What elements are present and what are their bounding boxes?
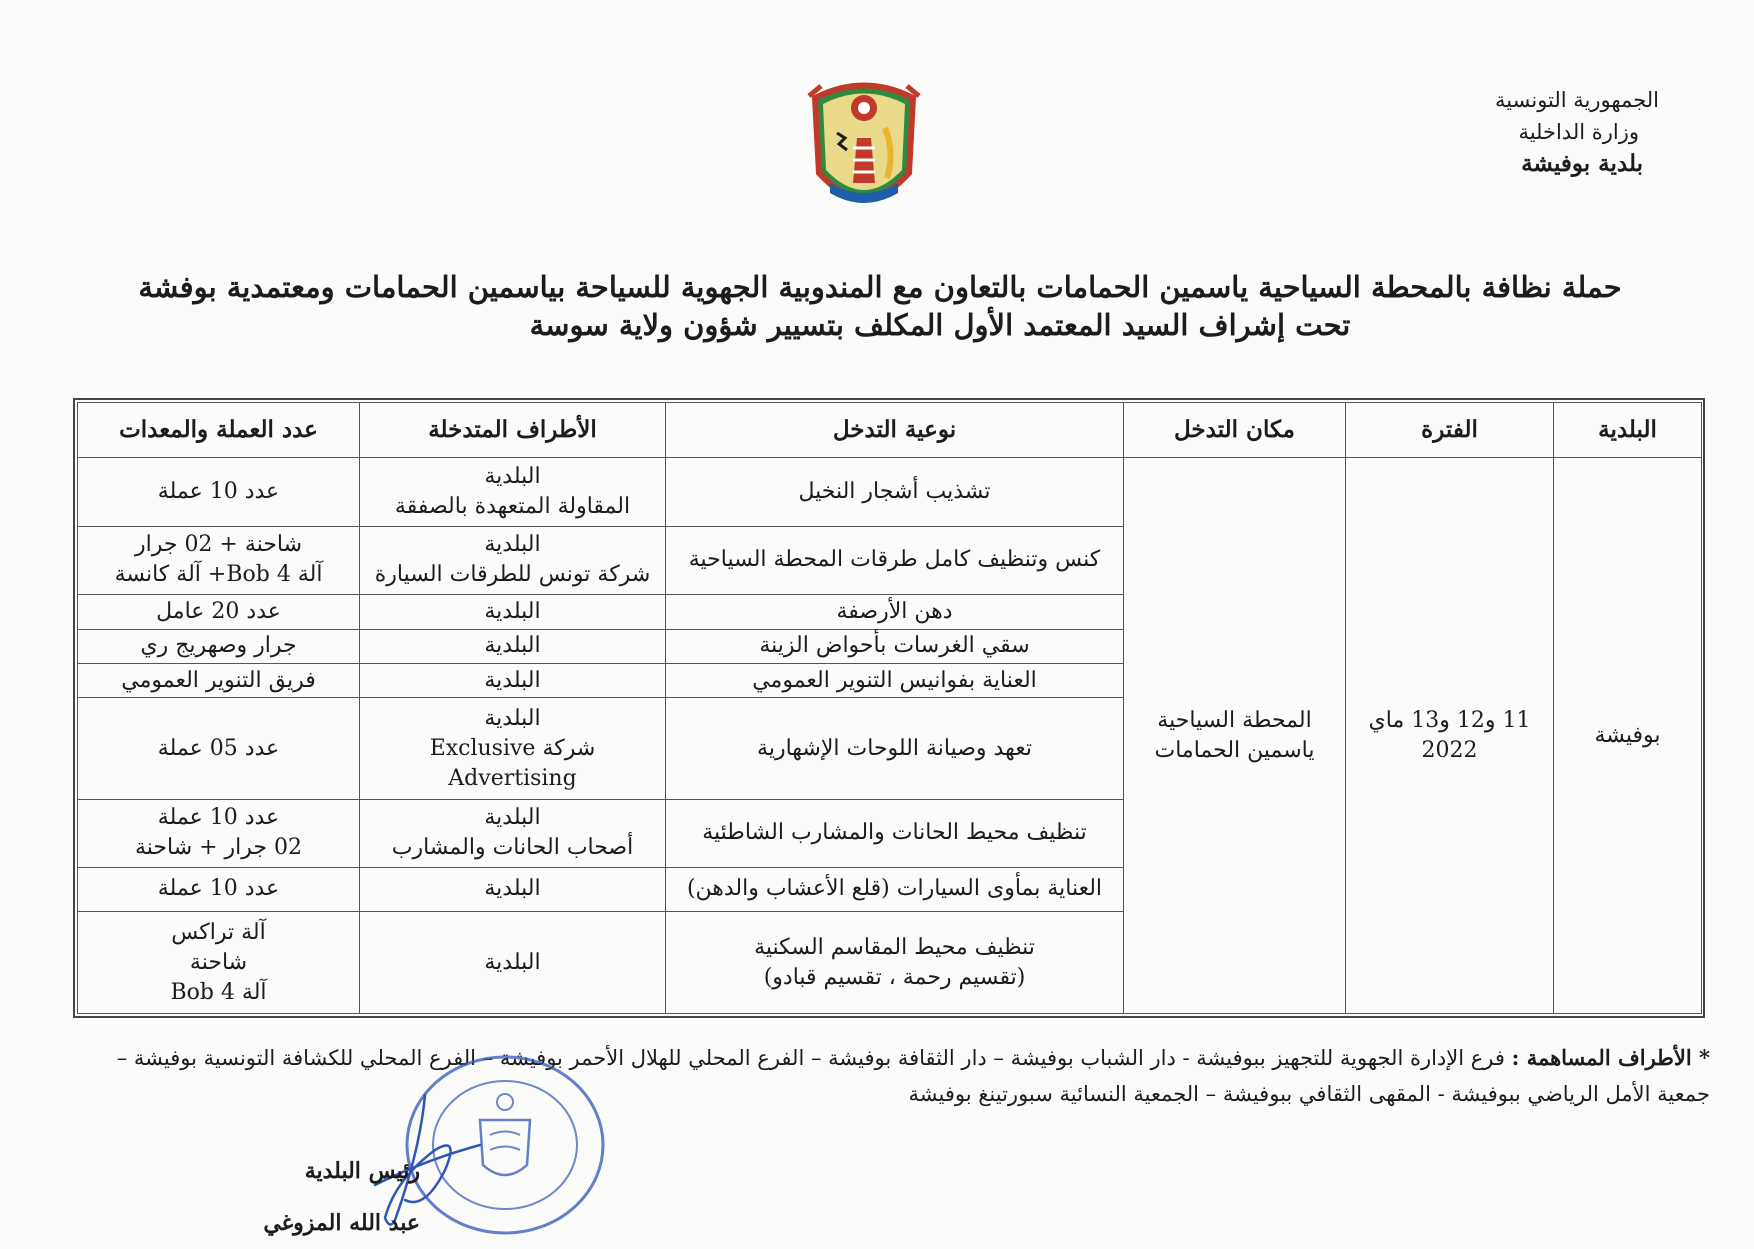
- header-location: مكان التدخل: [1124, 403, 1346, 458]
- cell-parties-line: البلدية: [484, 876, 541, 902]
- cell-intervention-line: سقي الغرسات بأحواض الزينة: [759, 633, 1030, 659]
- cell-intervention: [666, 595, 1124, 629]
- activities-table: [77, 402, 1702, 1014]
- cell-parties-line: البلدية: [484, 598, 541, 624]
- cell-intervention: [666, 912, 1124, 1014]
- cell-intervention-line: تنظيف محيط المقاسم السكنية: [754, 934, 1035, 960]
- cell-workers-line: شاحنة + 02 جرار: [134, 532, 303, 558]
- cell-workers: [78, 912, 360, 1014]
- cell-parties: [360, 698, 666, 800]
- cell-workers: [78, 663, 360, 697]
- signatory-title: رئيس البلدية: [304, 1158, 420, 1184]
- cell-intervention: [666, 867, 1124, 911]
- letterhead: [1339, 84, 1659, 180]
- cell-period-line: 2022: [1421, 737, 1478, 763]
- cell-intervention: [666, 698, 1124, 800]
- cell-location: [1124, 458, 1346, 1014]
- cell-parties: [360, 458, 666, 527]
- header-municipality: البلدية: [1554, 403, 1702, 458]
- cell-parties: [360, 663, 666, 697]
- cell-parties-line: البلدية: [484, 667, 541, 693]
- cell-municipality: بوفيشة: [1554, 458, 1702, 1014]
- cell-parties-line: البلدية: [484, 805, 541, 831]
- contributing-parties-text: فرع الإدارة الجهوية للتجهيز ببوفيشة - دار الشباب بوفيشة – دار الثقافة بوفيشة – الفرع المحلي للهلال الأحمر بوفيشة – الفرع المحلي للكشافة التونسية بوفيشة – جمعية الأمل الرياضي ببوفيشة - المقهى الثقافي ببوفيشة – الجمعية النسائية سبورتينغ بوفيشة: [116, 1046, 1710, 1106]
- document-title: [100, 268, 1660, 344]
- title-line-2: تحت إشراف السيد المعتمد الأول المكلف بتسيير شؤون ولاية سوسة: [529, 308, 1351, 342]
- cell-workers-line: فريق التنوير العمومي: [121, 667, 316, 693]
- cell-parties: [360, 912, 666, 1014]
- ministry-name: وزارة الداخلية: [1518, 120, 1639, 144]
- cell-parties-line: البلدية: [484, 705, 541, 731]
- cell-intervention-line: دهن الأرصفة: [836, 598, 953, 624]
- cell-workers: [78, 458, 360, 527]
- municipality-name: بلدية بوفيشة: [1521, 150, 1643, 177]
- cell-parties-line: Advertising: [448, 765, 577, 791]
- cell-parties-line: البلدية: [484, 463, 541, 489]
- cell-parties-line: شركة تونس للطرقات السيارة: [374, 562, 651, 588]
- country-name: الجمهورية التونسية: [1495, 88, 1659, 112]
- cell-intervention: [666, 458, 1124, 527]
- cell-intervention-line: تعهد وصيانة اللوحات الإشهارية: [757, 735, 1032, 761]
- cell-parties: [360, 526, 666, 595]
- table-row: [78, 458, 1702, 527]
- cell-workers-line: عدد 05 عملة: [157, 735, 280, 761]
- cell-intervention-line: تنظيف محيط الحانات والمشارب الشاطئية: [702, 820, 1087, 846]
- signature-block: [210, 1145, 420, 1249]
- cell-intervention-line: (تقسيم رحمة ، تقسيم قبادو): [763, 964, 1026, 990]
- cell-workers-line: آلة Bob 4: [170, 979, 267, 1005]
- cell-workers-line: آلة تراكس: [171, 919, 266, 945]
- cell-workers-line: 02 جرار + شاحنة: [134, 835, 303, 861]
- cell-parties: [360, 629, 666, 663]
- cell-intervention-line: تشذيب أشجار النخيل: [798, 478, 991, 504]
- cell-intervention-line: كنس وتنظيف كامل طرقات المحطة السياحية: [688, 547, 1101, 573]
- contributing-parties-note: [80, 1040, 1710, 1112]
- cell-parties-line: البلدية: [484, 633, 541, 659]
- cell-intervention: [666, 526, 1124, 595]
- municipality-crest-icon: [805, 78, 923, 218]
- cell-workers-line: عدد 20 عامل: [156, 598, 281, 624]
- signatory-name: عبد الله المزوغي: [263, 1210, 420, 1236]
- table-header-row: [78, 403, 1702, 458]
- cell-parties: [360, 595, 666, 629]
- cell-period: [1346, 458, 1554, 1014]
- contributing-parties-label: * الأطراف المساهمة :: [1511, 1045, 1710, 1070]
- cell-intervention: [666, 629, 1124, 663]
- cell-intervention: [666, 663, 1124, 697]
- title-line-1: حملة نظافة بالمحطة السياحية ياسمين الحمامات بالتعاون مع المندوبية الجهوية للسياحة بياسمين الحمامات ومعتمدية بوفشة: [138, 270, 1622, 304]
- cell-workers-line: شاحنة: [189, 949, 248, 975]
- cell-parties-line: البلدية: [484, 949, 541, 975]
- cell-parties-line: شركة Exclusive: [429, 735, 596, 761]
- cell-workers-line: جرار وصهريج ري: [140, 633, 297, 659]
- header-parties: الأطراف المتدخلة: [360, 403, 666, 458]
- cell-period-line: 11 و12 و13 ماي: [1368, 707, 1531, 733]
- cell-workers: [78, 800, 360, 868]
- cell-parties-line: المقاولة المتعهدة بالصفقة: [394, 493, 631, 519]
- cell-intervention-line: العناية بفوانيس التنوير العمومي: [752, 667, 1037, 693]
- header-intervention: نوعية التدخل: [666, 403, 1124, 458]
- header-period: الفترة: [1346, 403, 1554, 458]
- cell-workers: [78, 595, 360, 629]
- cell-parties-line: أصحاب الحانات والمشارب: [391, 835, 634, 861]
- cell-parties-line: البلدية: [484, 532, 541, 558]
- cell-intervention: [666, 800, 1124, 868]
- cell-workers-line: آلة Bob 4+ آلة كانسة: [114, 562, 323, 588]
- cell-parties: [360, 800, 666, 868]
- cell-intervention-line: العناية بمأوى السيارات (قلع الأعشاب والدهن): [686, 876, 1103, 902]
- cell-parties: [360, 867, 666, 911]
- cell-workers-line: عدد 10 عملة: [157, 478, 280, 504]
- header-workers: عدد العملة والمعدات: [78, 403, 360, 458]
- cell-location-line: ياسمين الحمامات: [1154, 737, 1315, 763]
- cell-workers: [78, 629, 360, 663]
- cell-workers-line: عدد 10 عملة: [157, 876, 280, 902]
- cell-workers: [78, 698, 360, 800]
- cell-workers: [78, 526, 360, 595]
- cell-location-line: المحطة السياحية: [1157, 707, 1312, 733]
- cell-workers-line: عدد 10 عملة: [157, 805, 280, 831]
- cell-workers: [78, 867, 360, 911]
